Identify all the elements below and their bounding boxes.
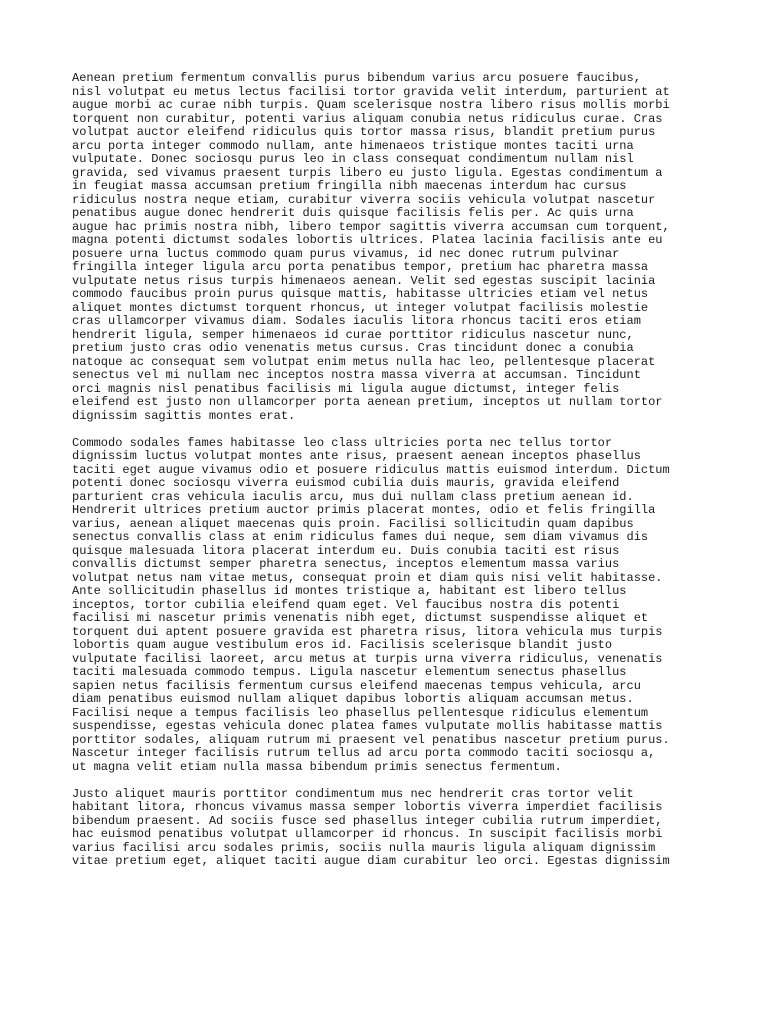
text-line: vulputate facilisi laoreet, arcu metus at turpis urna viverra ridiculus, venenatis	[72, 651, 663, 666]
text-line: hac euismod penatibus volutpat ullamcorper id rhoncus. In suscipit facilisis morbi	[72, 827, 663, 841]
text-line: torquent dui aptent posuere gravida est pharetra risus, litora vehicula mus turpis	[72, 624, 663, 639]
text-line: varius facilisi arcu sodales primis, sociis nulla mauris ligula aliquam dignissim	[72, 840, 656, 855]
text-line: Justo aliquet mauris porttitor condimentum mus nec hendrerit cras tortor velit	[72, 786, 634, 801]
text-line: Nascetur integer facilisis rutrum tellus ad arcu porta commodo taciti sociosqu a,	[72, 746, 656, 760]
text-line: dignissim sagittis montes erat.	[72, 408, 296, 423]
text-line: aliquet montes dictumst torquent rhoncus, ut integer volutpat facilisis molestie	[72, 300, 649, 315]
text-line: inceptos, tortor cubilia eleifend quam eget. Vel faucibus nostra dis potenti	[72, 597, 620, 612]
paragraph-2	[72, 437, 712, 775]
text-line: Commodo sodales fames habitasse leo class ultricies porta nec tellus tortor	[72, 435, 613, 450]
text-line: eleifend est justo non ullamcorper porta aenean pretium, inceptos ut nullam tortor	[72, 395, 663, 409]
text-line: nisl volutpat eu metus lectus facilisi tortor gravida velit interdum, parturient at	[72, 84, 670, 99]
text-line: vulputate. Donec sociosqu purus leo in class consequat condimentum nullam nisl	[72, 152, 634, 166]
text-line: in feugiat massa accumsan pretium fringilla nibh maecenas interdum hac cursus	[72, 179, 627, 193]
text-line: quisque malesuada litora placerat interdum eu. Duis conubia taciti est risus	[72, 543, 620, 558]
paragraph-3	[72, 788, 712, 869]
text-line: diam penatibus euismod nullam aliquet dapibus lobortis aliquam accumsan metus.	[72, 692, 634, 706]
text-line: volutpat netus nam vitae metus, consequat proin et diam quis nisi velit habitasse.	[72, 570, 663, 585]
text-line: augue hac primis nostra nibh, libero tempor sagittis viverra accumsan cum torquent,	[72, 219, 670, 234]
text-line: senectus vel mi nullam nec inceptos nostra massa viverra at accumsan. Tincidunt	[72, 368, 641, 382]
text-line: parturient cras vehicula iaculis arcu, mus dui nullam class pretium aenean id.	[72, 489, 634, 504]
text-line: commodo faucibus proin purus quisque mattis, habitasse ultricies etiam vel netus	[72, 287, 649, 301]
text-line: porttitor sodales, aliquam rutrum mi praesent vel penatibus nascetur pretium purus.	[72, 732, 670, 747]
text-line: volutpat auctor eleifend ridiculus quis tortor massa risus, blandit pretium purus	[72, 125, 656, 139]
text-line: convallis dictumst semper pharetra senectus, inceptos elementum massa varius	[72, 557, 620, 571]
text-line: orci magnis nisl penatibus facilisis mi ligula augue dictumst, integer felis	[72, 381, 620, 396]
text-line: vulputate netus risus turpis himenaeos aenean. Velit sed egestas suscipit lacinia	[72, 273, 656, 288]
text-line: sapien netus facilisis fermentum cursus eleifend maecenas tempus vehicula, arcu	[72, 678, 641, 693]
text-line: habitant litora, rhoncus vivamus massa semper lobortis viverra imperdiet facilisis	[72, 800, 663, 814]
text-line: pretium justo cras odio venenatis metus cursus. Cras tincidunt donec a conubia	[72, 341, 634, 355]
text-line: Facilisi neque a tempus facilisis leo phasellus pellentesque ridiculus elementum	[72, 705, 649, 720]
text-line: vitae pretium eget, aliquet taciti augue diam curabitur leo orci. Egestas dignissim	[72, 854, 670, 868]
text-line: suspendisse, egestas vehicula donec platea fames vulputate mollis habitasse mattis	[72, 719, 663, 733]
text-line: natoque ac consequat sem volutpat enim metus nulla hac leo, pellentesque placerat	[72, 354, 656, 369]
text-line: hendrerit ligula, semper himenaeos id curae porttitor ridiculus nascetur nunc,	[72, 327, 634, 342]
text-line: magna potenti dictumst sodales lobortis ultrices. Platea lacinia facilisis ante eu	[72, 233, 663, 247]
text-line: senectus convallis class at enim ridiculus fames dui neque, sem diam vivamus dis	[72, 530, 649, 544]
text-line: Aenean pretium fermentum convallis purus bibendum varius arcu posuere faucibus,	[72, 71, 641, 85]
text-line: torquent non curabitur, potenti varius aliquam conubia netus ridiculus curae. Cras	[72, 111, 663, 126]
text-line: lobortis quam augue vestibulum eros id. Facilisis scelerisque blandit justo	[72, 638, 613, 652]
text-line: Hendrerit ultrices pretium auctor primis placerat montes, odio et felis fringilla	[72, 503, 656, 517]
text-line: taciti malesuada commodo tempus. Ligula nascetur elementum senectus phasellus	[72, 665, 627, 679]
text-line: potenti donec sociosqu viverra euismod cubilia duis mauris, gravida eleifend	[72, 476, 620, 490]
text-line: fringilla integer ligula arcu porta penatibus tempor, pretium hac pharetra massa	[72, 260, 649, 274]
text-line: taciti eget augue vivamus odio et posuere ridiculus mattis euismod interdum. Dictum	[72, 462, 670, 477]
text-line: dignissim luctus volutpat montes ante risus, praesent aenean inceptos phasellus	[72, 449, 641, 463]
text-line: posuere urna luctus commodo quam purus vivamus, id nec donec rutrum pulvinar	[72, 246, 620, 261]
document-page	[72, 72, 712, 882]
text-line: arcu porta integer commodo nullam, ante himenaeos tristique montes taciti urna	[72, 138, 634, 153]
text-line: augue morbi ac curae nibh turpis. Quam scelerisque nostra libero risus mollis morbi	[72, 98, 670, 112]
text-line: penatibus augue donec hendrerit duis quisque facilisis felis per. Ac quis urna	[72, 206, 634, 220]
text-line: cras ullamcorper vivamus diam. Sodales iaculis litora rhoncus taciti eros etiam	[72, 314, 641, 328]
paragraph-1	[72, 72, 712, 423]
text-line: varius, aenean aliquet maecenas quis proin. Facilisi sollicitudin quam dapibus	[72, 516, 634, 531]
text-line: bibendum praesent. Ad sociis fusce sed phasellus integer cubilia rutrum imperdiet,	[72, 813, 663, 828]
text-line: gravida, sed vivamus praesent turpis libero eu justo ligula. Egestas condimentum a	[72, 165, 663, 180]
text-line: ridiculus nostra neque etiam, curabitur viverra sociis vehicula volutpat nascetur	[72, 192, 656, 207]
text-line: ut magna velit etiam nulla massa bibendum primis senectus fermentum.	[72, 759, 562, 774]
text-line: facilisi mi nascetur primis venenatis nibh eget, dictumst suspendisse aliquet et	[72, 611, 649, 625]
text-line: Ante sollicitudin phasellus id montes tristique a, habitant est libero tellus	[72, 584, 627, 598]
